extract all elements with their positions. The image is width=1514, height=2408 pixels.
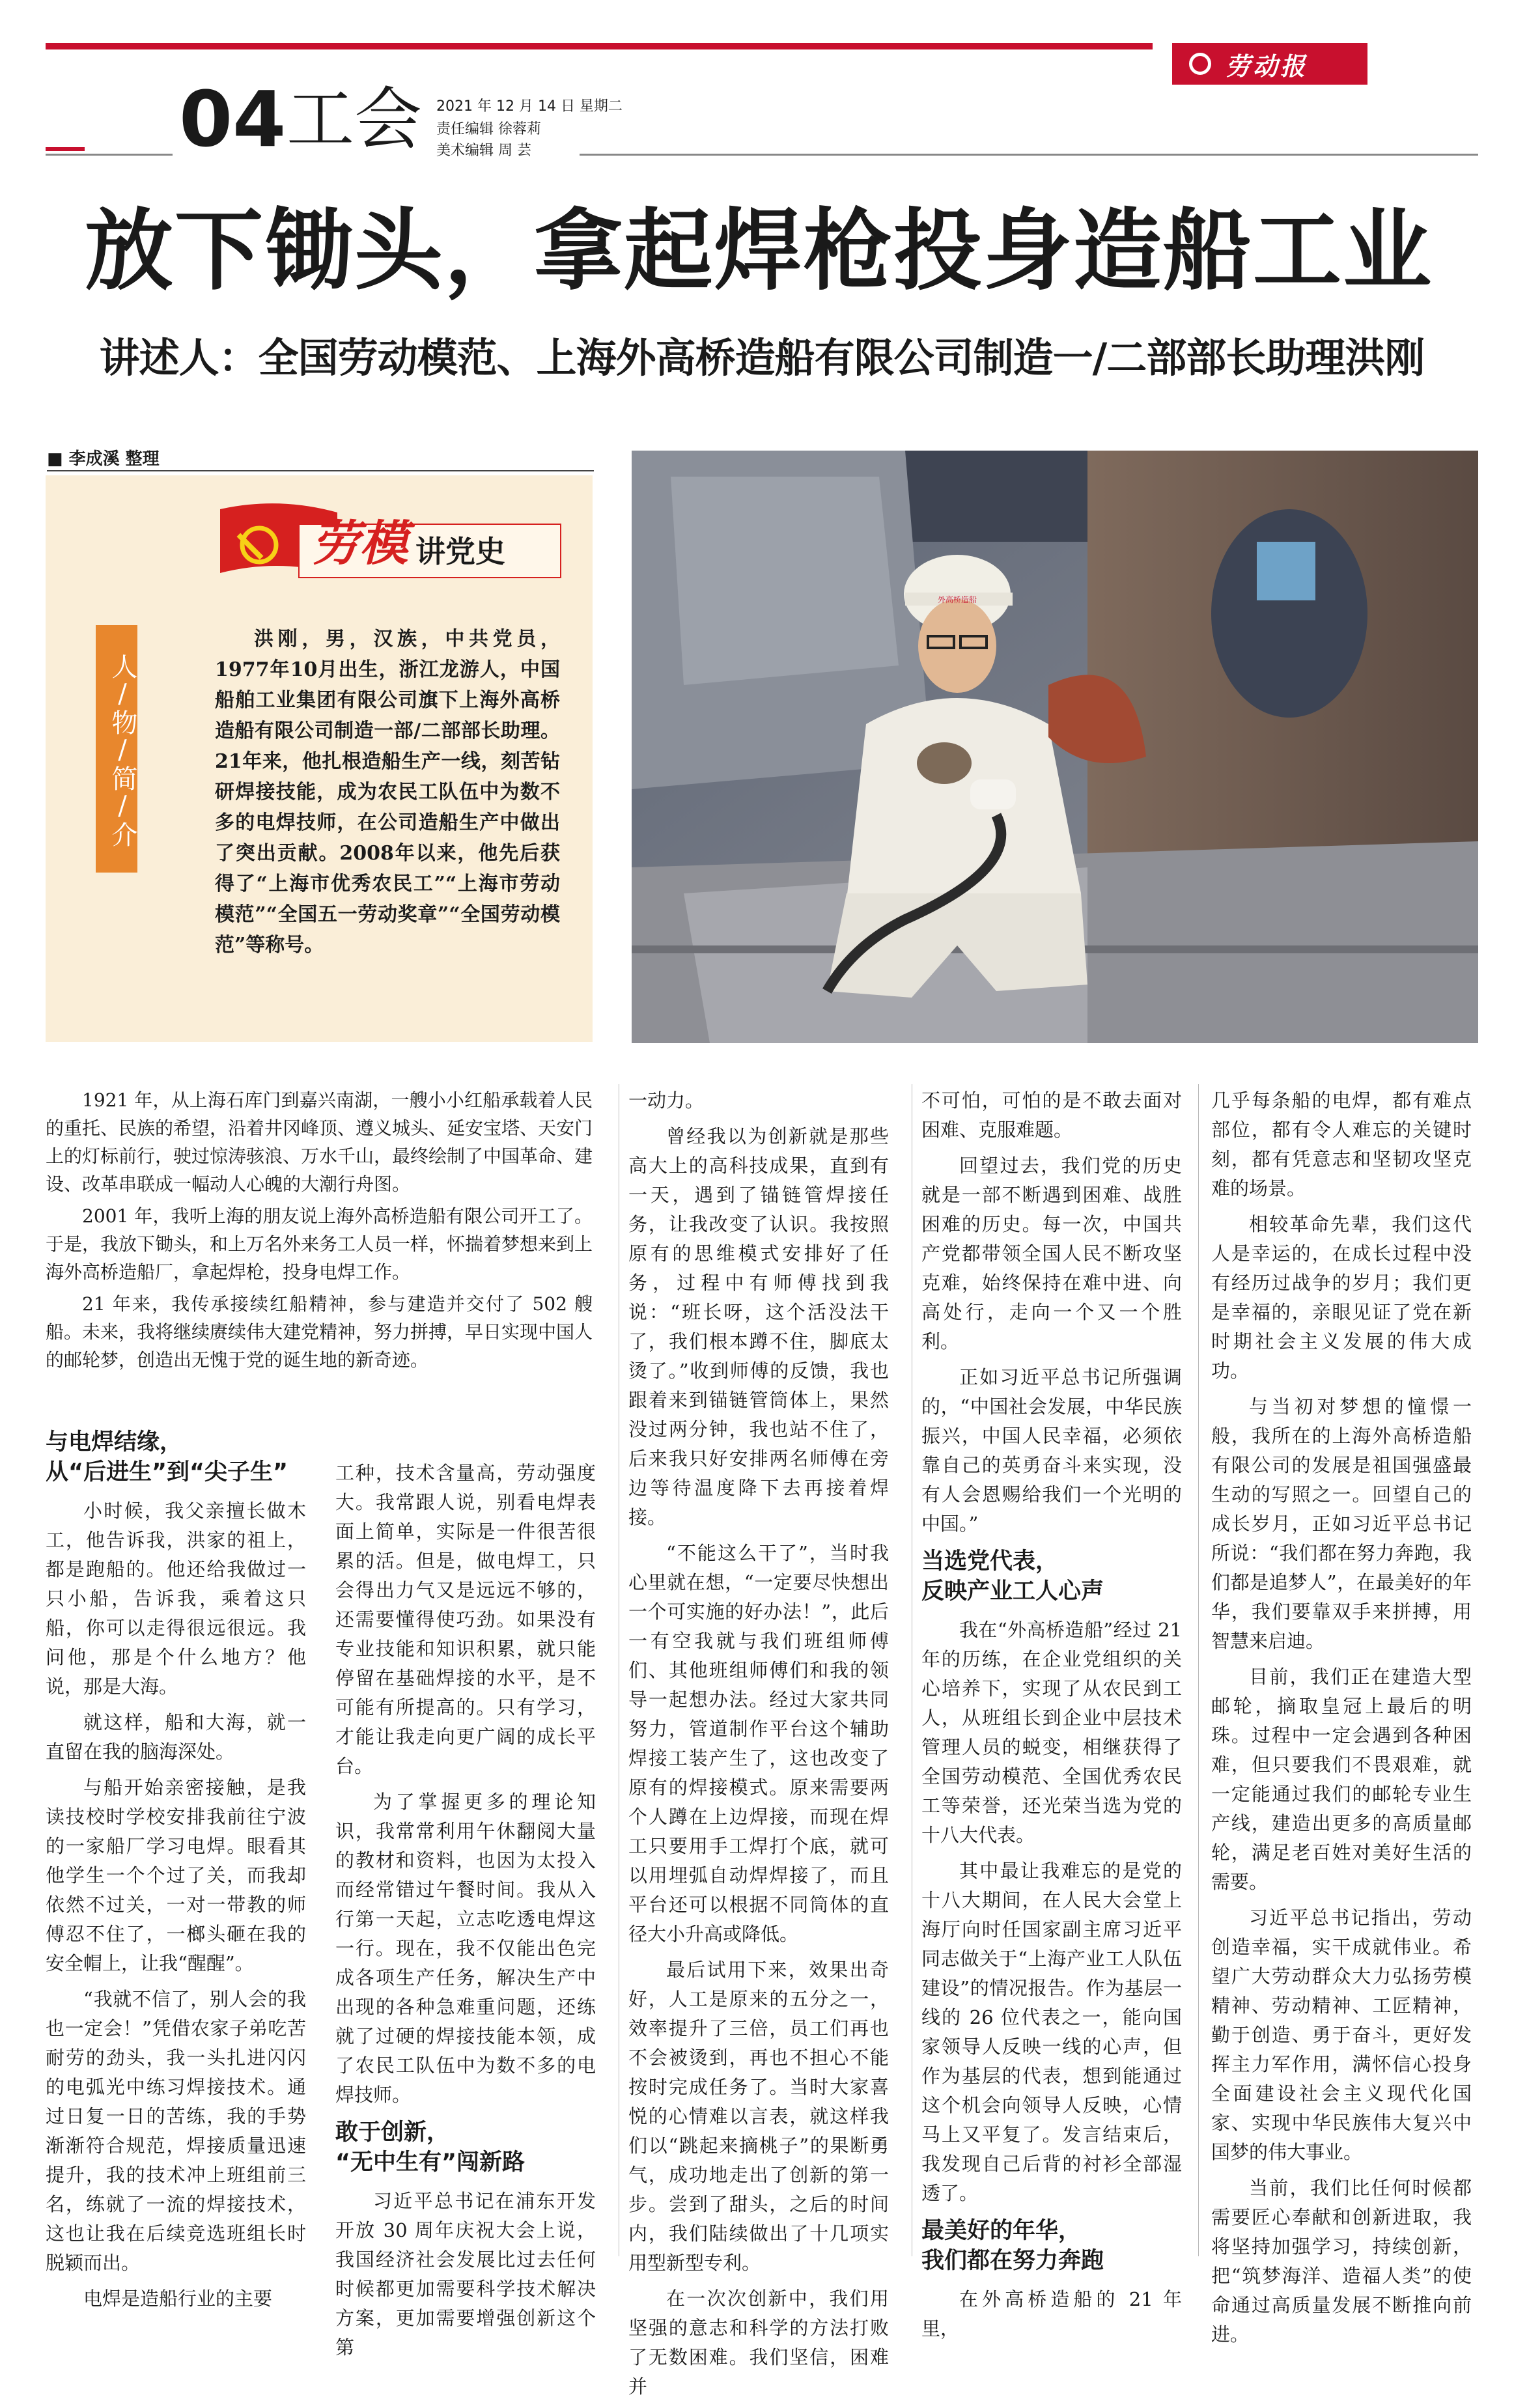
body-paragraph: 回望过去，我们党的历史就是一部不断遇到困难、战胜困难的历史。每一次，中国共产党都带领全国人民不断攻坚克难，始终保持在难中进、向高处行，走向一个又一个胜利。 [921, 1155, 1182, 1352]
masthead-rule-left [46, 154, 173, 156]
party-history-banner [214, 496, 565, 587]
intro-paragraph: 2001 年，我听上海的朋友说上海外高桥造船有限公司开工了。于是，我放下锄头，和上万名外来务工人员一样，怀揣着梦想来到上海外高桥造船厂，拿起焊枪，投身电焊工作。 [46, 1205, 593, 1283]
hero-photo [632, 451, 1478, 1043]
section-heading [921, 2216, 1182, 2276]
logo-mark-icon [1189, 53, 1211, 75]
column-divider [1198, 1084, 1199, 2256]
body-paragraph: 与船开始亲密接触，是我读技校时学校安排我前往宁波的一家船厂学习电焊。眼看其他学生一个个过了关，而我却依然不过关，一对一带教的师傅忍不住了，一榔头砸在我的安全帽上，让我“醒醒”。 [46, 1776, 306, 1974]
section-heading [335, 2118, 596, 2177]
body-column-4 [921, 1086, 1182, 2350]
banner-main: 劳模 [311, 516, 408, 572]
body-paragraph: 习近平总书记在浦东开发开放 30 周年庆祝大会上说，我国经济社会发展比过去任何时候都更加需要科学技术解决方案，更加需要增强创新这个第 [335, 2190, 596, 2359]
body-paragraph: 在外高桥造船的 21 年里， [921, 2288, 1182, 2340]
body-paragraph: 几乎每条船的电焊，都有难点部位，都有令人难忘的关键时刻，都有凭意志和坚韧攻坚克难的场景。 [1211, 1089, 1472, 1199]
intro-paragraph: 21 年来，我传承接续红船精神，参与建造并交付了 502 艘船。未来，我将继续赓续伟大建党精神，努力拼搏，早日实现中国人的邮轮梦，创造出无愧于党的诞生地的新奇迹。 [46, 1293, 593, 1371]
body-paragraph: “不能这么干了”，当时我心里就在想，“一定要尽快想出一个可实施的好办法！”，此后一有空我就与我们班组师傅们、其他班组师傅们和我的领导一起想办法。经过大家共同努力，管道制作平台这个辅助焊接工装产生了，这也改变了原有的焊接模式。原来需要两个人蹲在上边焊接，而现在焊工只要用手工焊打个底，就可以用埋弧自动焊焊接了，而且平台还可以根据不同筒体的直径大小升高或降低。 [628, 1542, 889, 1945]
page-number: 04 [179, 74, 287, 164]
subheadline: 讲述人：全国劳动模范、上海外高桥造船有限公司制造一/二部部长助理洪刚 [99, 334, 1425, 382]
section-heading-line: 从“后进生”到“尖子生” [46, 1459, 288, 1485]
masthead-rule-right [580, 154, 1478, 156]
body-paragraph: 就这样，船和大海，就一直留在我的脑海深处。 [46, 1711, 306, 1763]
banner-sub: 讲党史 [415, 534, 505, 569]
body-paragraph: 小时候，我父亲擅长做木工，他告诉我，洪家的祖上，都是跑船的。他还给我做过一只小船，告诉我，乘着这只船，你可以走得很远很远。我问他，那是个什么地方？他说，那是大海。 [46, 1500, 306, 1698]
body-paragraph: 习近平总书记指出，劳动创造幸福，实干成就伟业。希望广大劳动群众大力弘扬劳模精神、劳动精神、工匠精神，勤于创造、勇于奋斗，更好发挥主力军作用，满怀信心投身全面建设社会主义现代化国家、实现中华民族伟大复兴中国梦的伟大事业。 [1211, 1907, 1472, 2163]
helmet-text: 外高桥造船 [937, 595, 977, 604]
body-paragraph: 为了掌握更多的理论知识，我常常利用午休翻阅大量的教材和资料，也因为太投入而经常错过午餐时间。我从入行第一天起，立志吃透电焊这一行。现在，我不仅能出色完成各项生产任务，解决生产中出现的各种急难重问题，还练就了过硬的焊接技能本领，成了农民工队伍中为数不多的电焊技师。 [335, 1791, 596, 2106]
body-column-3 [628, 1086, 889, 2408]
art-editor-line: 美术编辑 周 芸 [436, 143, 531, 159]
section-heading [921, 1547, 1182, 1606]
body-paragraph: 相较革命先辈，我们这代人是幸运的，在成长过程中没有经历过战争的岁月；我们更是幸福的，亲眼见证了党在新时期社会主义发展的伟大成功。 [1211, 1213, 1472, 1382]
headline: 放下锄头，拿起焊枪投身造船工业 [85, 199, 1433, 303]
body-paragraph: 一动力。 [628, 1089, 705, 1112]
body-paragraph: 最后试用下来，效果出奇好，人工是原来的五分之一，效率提升了三倍，员工们再也不会被烫到，再也不担心不能按时完成任务了。当时大家喜悦的心情难以言表，就这样我们以“跳起来摘桃子”的果断勇气，成功地走出了创新的第一步。尝到了甜头，之后的时间内，我们陆续做出了十几项实用型新型专利。 [628, 1959, 889, 2274]
section-heading-line: 反映产业工人心声 [921, 1578, 1104, 1604]
byline-rule [47, 470, 594, 471]
editor-line: 责任编辑 徐蓉莉 [436, 121, 541, 137]
body-paragraph: 曾经我以为创新就是那些高大上的高科技成果，直到有一天，遇到了锚链管焊接任务，让我改变了认识。我按照原有的思维模式安排好了任务，过程中有师傅找到我说：“班长呀，这个活没法干了，我们根本蹲不住，脚底太烫了。”收到师傅的反馈，我也跟着来到锚链管筒体上，果然没过两分钟，我也站不住了，后来我只好安排两名师傅在旁边等待温度降下去再接着焊接。 [628, 1125, 889, 1528]
body-paragraph: 与当初对梦想的憧憬一般，我所在的上海外高桥造船有限公司的发展是祖国强盛最生动的写照之一。回望自己的成长岁月，正如习近平总书记所说：“我们都在努力奔跑，我们都是追梦人”，在最美好的年华，我们要靠双手来拼搏，用智慧来启迪。 [1211, 1395, 1472, 1652]
body-paragraph: “我就不信了，别人会的我也一定会！”凭借农家子弟吃苦耐劳的劲头，我一头扎进闪闪的电弧光中练习焊接技术。通过日复一日的苦练，我的手势渐渐符合规范，焊接质量迅速提升，我的技术冲上班组前三名，练就了一流的焊接技术，这也让我在后续竞选班组长时脱颖而出。 [46, 1988, 306, 2274]
body-column-1 [46, 1420, 306, 2320]
paper-logo [1172, 43, 1367, 85]
welder-photo-illustration [632, 451, 1478, 1043]
section-heading-line: 当选党代表， [921, 1548, 1059, 1575]
body-column-2 [335, 1459, 596, 2369]
body-paragraph: 不可怕，可怕的是不敢去面对困难、克服难题。 [921, 1089, 1182, 1141]
paper-name: 劳动报 [1226, 51, 1308, 81]
byline: ■ 李成溪 整理 [47, 449, 160, 469]
body-paragraph: 其中最让我难忘的是党的十八大期间，在人民大会堂上海厅向时任国家副主席习近平同志做关于“上海产业工人队伍建设”的情况报告。作为基层一线的 26 位代表之一，能向国家领导人反映一线的心声，但作为基层的代表，想到能通过这个机会向领导人反映，心情马上又平复了。发言结束后，我发现自己后背的衬衫全部湿透了。 [921, 1860, 1182, 2204]
section-heading-line: 我们都在努力奔跑 [921, 2248, 1104, 2274]
body-paragraph: 目前，我们正在建造大型邮轮，摘取皇冠上最后的明珠。过程中一定会遇到各种困难，但只要我们不畏艰难，就一定能通过我们的邮轮专业生产线，建造出更多的高质量邮轮，满足老百姓对美好生活的需要。 [1211, 1666, 1472, 1893]
section-heading-line: “无中生有”闯新路 [335, 2149, 526, 2176]
body-paragraph: 正如习近平总书记所强调的，“中国社会发展，中华民族振兴，中国人民幸福，必须依靠自己的英勇奋斗来实现，没有人会恩赐给我们一个光明的中国。” [921, 1366, 1182, 1535]
section-heading-line: 最美好的年华， [921, 2218, 1082, 2244]
body-paragraph: 在一次次创新中，我们用坚强的意志和科学的方法打败了无数困难。我们坚信，困难并 [628, 2288, 889, 2398]
body-paragraph: 当前，我们比任何时候都需要匠心奉献和创新进取，我将坚持加强学习，持续创新，把“筑梦海洋、造福人类”的使命通过高质量发展不断推向前进。 [1211, 2177, 1472, 2345]
section-name: 工会 [287, 79, 423, 159]
intro-paragraph: 1921 年，从上海石库门到嘉兴南湖，一艘小小红船承载着人民的重托、民族的希望，沿着井冈峰顶、遵义城头、延安宝塔、天安门上的灯标前行，驶过惊涛骇浪、万水千山，最终绘制了中国革命、建设、改革串联成一幅动人心魄的大潮行舟图。 [46, 1089, 593, 1195]
profile-tag-text: 人/物/简/介 [107, 653, 137, 847]
profile-text: 洪刚，男，汉族，中共党员，1977年10月出生，浙江龙游人，中国船舶工业集团有限公司旗下上海外高桥造船有限公司制造一部/二部部长助理。21年来，他扎根造船生产一线，刻苦钻研焊接技能，成为农民工队伍中为数不多的电焊技师，在公司造船生产中做出了突出贡献。2008年以来，他先后获得了“上海市优秀农民工”“上海市劳动模范”“全国五一劳动奖章”“全国劳动模范”等称号。 [215, 628, 560, 957]
date-line: 2021 年 12 月 14 日 星期二 [436, 98, 623, 115]
top-red-rule [46, 43, 1153, 49]
body-paragraph: 工种，技术含量高，劳动强度大。我常跟人说，别看电焊表面上简单，实际是一件很苦很累的活。但是，做电焊工，只会得出力气又是远远不够的，还需要懂得使巧劲。如果没有专业技能和知识积累，就只能停留在基础焊接的水平，是不可能有所提高的。只有学习，才能让我走向更广阔的成长平台。 [335, 1462, 596, 1777]
body-paragraph: 电焊是造船行业的主要 [83, 2288, 273, 2310]
masthead-red-accent [46, 147, 85, 151]
section-heading-line: 敢于创新， [335, 2120, 450, 2146]
intro-lead [46, 1086, 593, 1378]
section-heading-line: 与电焊结缘， [46, 1429, 183, 1455]
body-paragraph: 我在“外高桥造船”经过 21 年的历练，在企业党组织的关心培养下，实现了从农民到工人，从班组长到企业中层技术管理人员的蜕变，相继获得了全国劳动模范、全国优秀农民工等荣誉，还光荣当选为党的十八大代表。 [921, 1619, 1182, 1846]
body-column-5 [1211, 1086, 1472, 2356]
section-heading [46, 1427, 306, 1487]
